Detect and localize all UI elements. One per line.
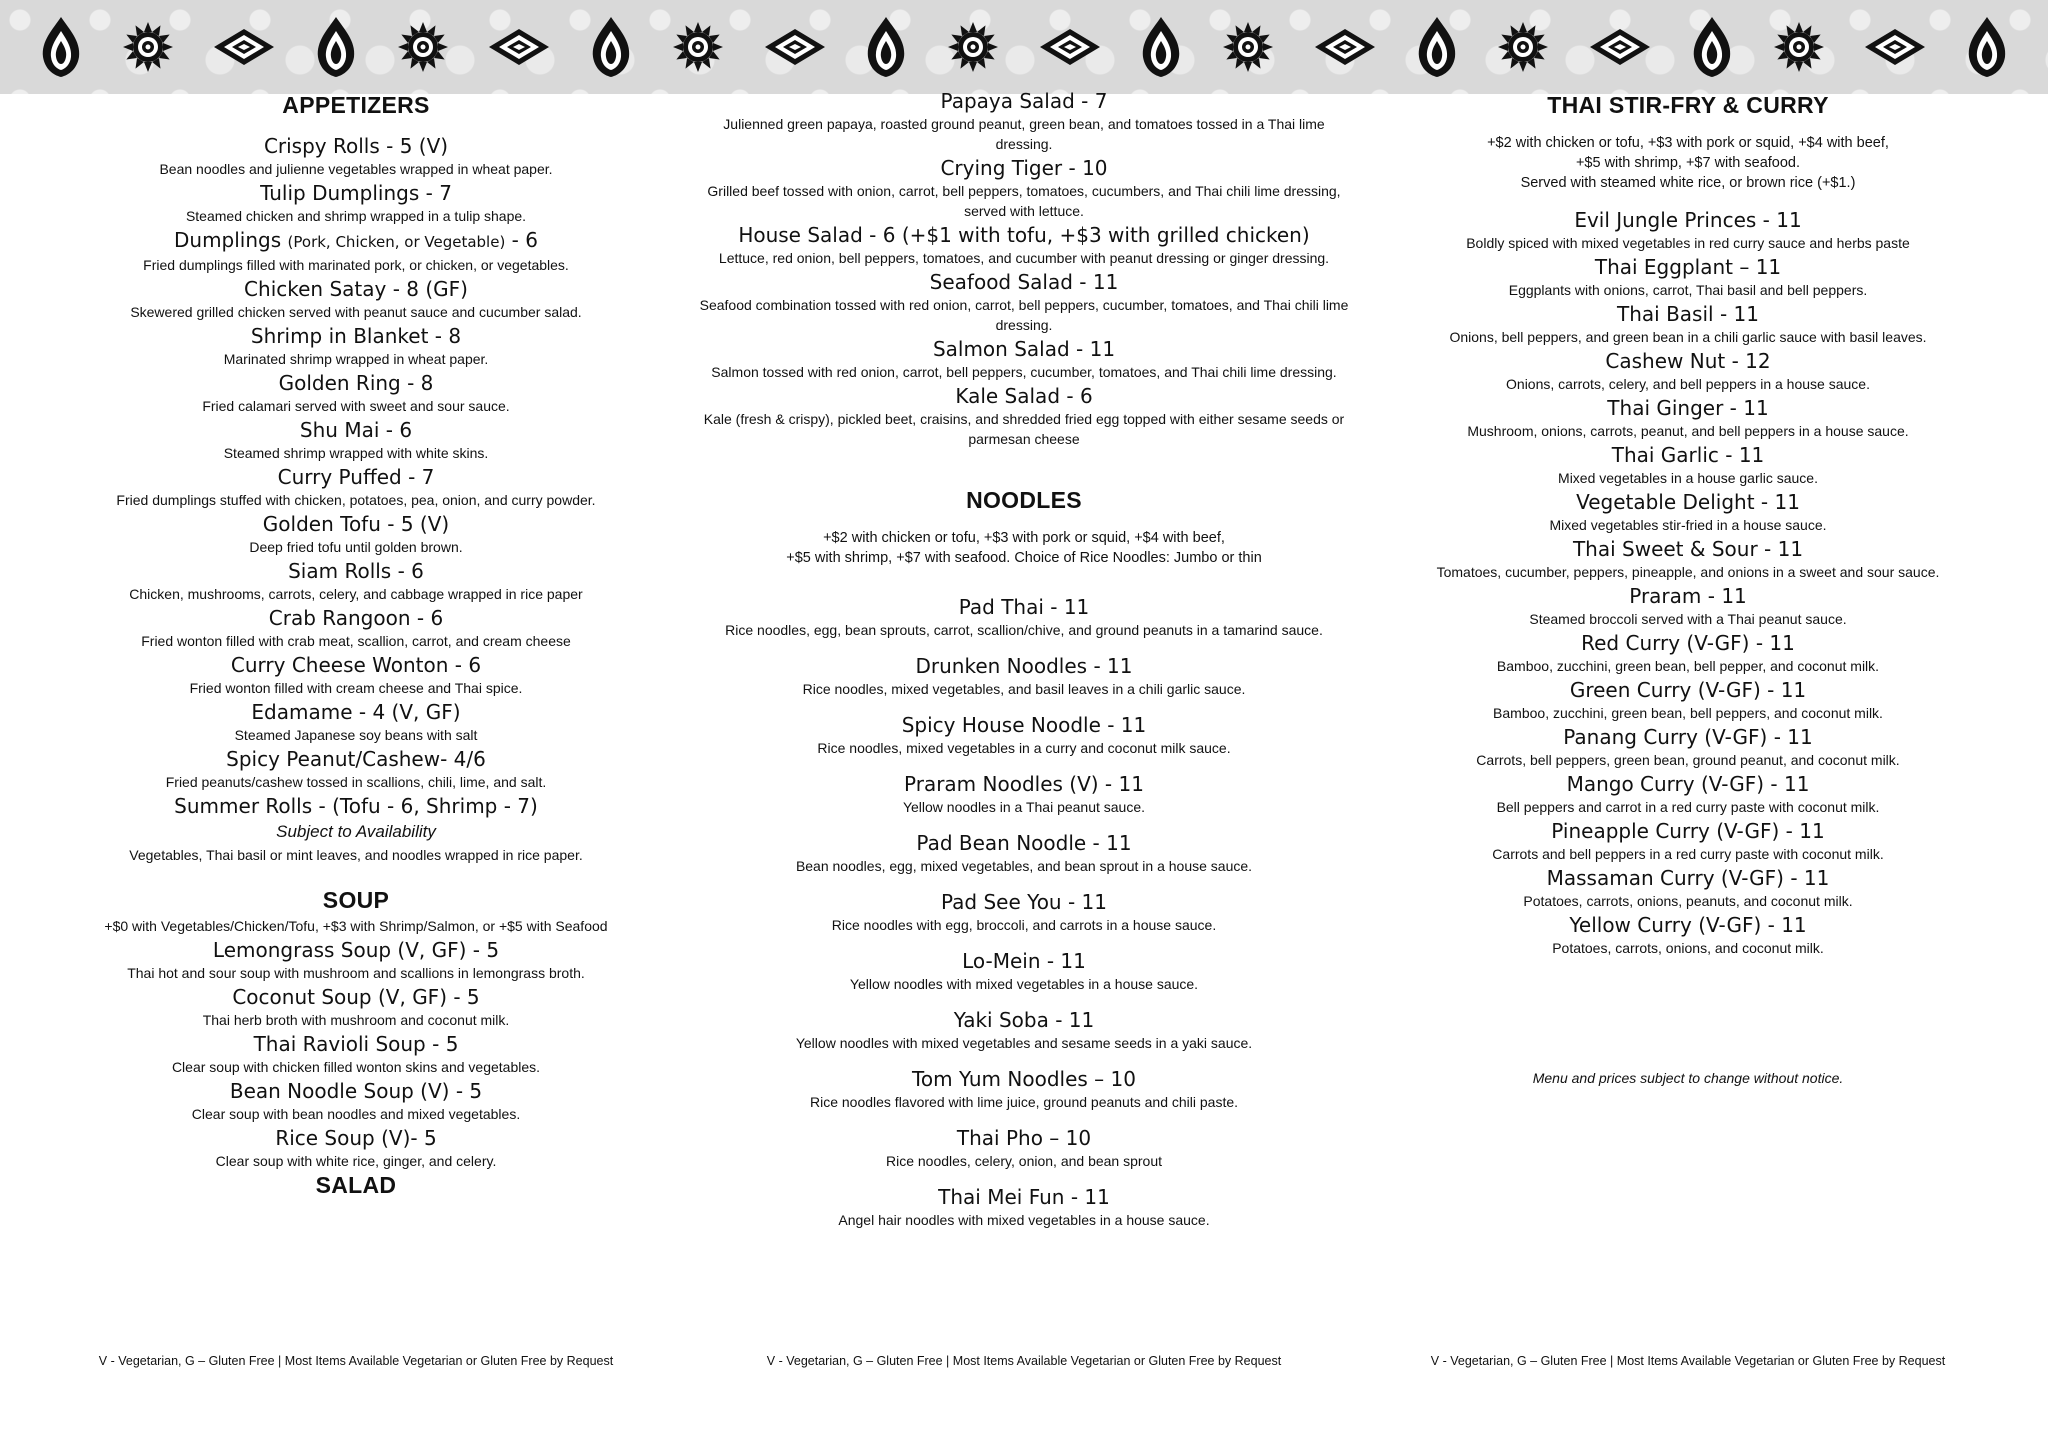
menu-item bbox=[28, 1078, 684, 1124]
menu-item bbox=[28, 323, 684, 369]
menu-item-name: Salmon Salad - 11 bbox=[932, 337, 1116, 361]
menu-item-name: Lemongrass Soup (V, GF) - 5 bbox=[212, 938, 500, 962]
menu-item bbox=[28, 652, 684, 698]
menu-item bbox=[696, 653, 1352, 699]
menu-item bbox=[1360, 489, 2016, 535]
menu-item-description: Boldly spiced with mixed vegetables in red curry sauce and herbs paste bbox=[1466, 235, 1910, 251]
diamond-icon bbox=[1588, 27, 1652, 67]
menu-item-name: Thai Pho – 10 bbox=[956, 1126, 1092, 1150]
menu-item-description: Steamed chicken and shrimp wrapped in a tulip shape. bbox=[185, 208, 527, 224]
footer-legend-right: V - Vegetarian, G – Gluten Free | Most Items Available Vegetarian or Gluten Free by Request bbox=[1430, 1354, 1946, 1368]
menu-item-description: Rice noodles flavored with lime juice, ground peanuts and chili paste. bbox=[809, 1094, 1239, 1110]
menu-item bbox=[1360, 865, 2016, 911]
menu-item-price: - 6 bbox=[511, 228, 538, 252]
diamond-icon bbox=[487, 27, 551, 67]
menu-item-description: Potatoes, carrots, onions, and coconut milk. bbox=[1552, 940, 1824, 956]
medallion-icon bbox=[671, 20, 725, 74]
medallion-icon bbox=[1772, 20, 1826, 74]
menu-item bbox=[28, 370, 684, 416]
menu-item bbox=[1360, 912, 2016, 958]
menu-item bbox=[28, 417, 684, 463]
noodles-pricing-note bbox=[696, 528, 1352, 568]
menu-item bbox=[696, 1007, 1352, 1053]
menu-item bbox=[28, 464, 684, 510]
flame-icon bbox=[1139, 15, 1183, 79]
menu-item bbox=[696, 383, 1352, 449]
menu-item-name: Curry Cheese Wonton - 6 bbox=[230, 653, 482, 677]
menu-item-description: Eggplants with onions, carrot, Thai basil and bell peppers. bbox=[1508, 282, 1868, 298]
menu-item-description: Bean noodles and julienne vegetables wrapped in wheat paper. bbox=[159, 161, 553, 177]
menu-item bbox=[696, 1184, 1352, 1230]
menu-item-name: House Salad - 6 (+$1 with tofu, +$3 with grilled chicken) bbox=[738, 223, 1310, 247]
menu-item bbox=[1360, 395, 2016, 441]
flame-icon bbox=[1415, 15, 1459, 79]
menu-item bbox=[28, 511, 684, 557]
footer-legend-left: V - Vegetarian, G – Gluten Free | Most Items Available Vegetarian or Gluten Free by Request bbox=[98, 1354, 614, 1368]
menu-item-name: Edamame - 4 (V, GF) bbox=[251, 700, 461, 724]
menu-item-name: Thai Garlic - 11 bbox=[1611, 443, 1765, 467]
menu-item-description: Yellow noodles with mixed vegetables in a house sauce. bbox=[849, 976, 1199, 992]
menu-item bbox=[28, 276, 684, 322]
footer-legend-middle: V - Vegetarian, G – Gluten Free | Most Items Available Vegetarian or Gluten Free by Request bbox=[766, 1354, 1282, 1368]
noodles-heading: NOODLES bbox=[966, 487, 1082, 513]
stirfry-curry-heading: THAI STIR-FRY & CURRY bbox=[1547, 92, 1829, 118]
medallion-icon bbox=[396, 20, 450, 74]
menu-item-description: Carrots, bell peppers, green bean, ground peanut, and coconut milk. bbox=[1476, 752, 1900, 768]
menu-item-description: Thai hot and sour soup with mushroom and scallions in lemongrass broth. bbox=[127, 965, 585, 981]
medallion-icon bbox=[1496, 20, 1550, 74]
menu-item-name: Coconut Soup (V, GF) - 5 bbox=[232, 985, 480, 1009]
menu-item bbox=[1360, 677, 2016, 723]
menu-item-description: Bell peppers and carrot in a red curry paste with coconut milk. bbox=[1496, 799, 1880, 815]
menu-item-name: Crab Rangoon - 6 bbox=[268, 606, 444, 630]
noodles-list bbox=[696, 594, 1352, 1230]
menu-item-options: (Pork, Chicken, or Vegetable) bbox=[287, 233, 506, 251]
menu-item-name: Bean Noodle Soup (V) - 5 bbox=[229, 1079, 483, 1103]
menu-item-description: Julienned green papaya, roasted ground peanut, green bean, and tomatoes tossed in a Thai lime dressing. bbox=[723, 116, 1325, 152]
menu-item-name: Golden Tofu - 5 (V) bbox=[262, 512, 450, 536]
salad-heading: SALAD bbox=[315, 1172, 397, 1198]
menu-item-description: Onions, bell peppers, and green bean in a chili garlic sauce with basil leaves. bbox=[1449, 329, 1927, 345]
flame-icon bbox=[589, 15, 633, 79]
menu-item-name: Thai Mei Fun - 11 bbox=[938, 1185, 1110, 1209]
menu-item-description: Kale (fresh & crispy), pickled beet, craisins, and shredded fried egg topped with either sesame seeds or parmesan cheese bbox=[703, 411, 1345, 447]
menu-item-description: Tomatoes, cucumber, peppers, pineapple, and onions in a sweet and sour sauce. bbox=[1436, 564, 1940, 580]
menu-item-name: Shu Mai - 6 bbox=[299, 418, 413, 442]
menu-item-name: Lo-Mein - 11 bbox=[962, 949, 1086, 973]
stirfry-note-line: +$2 with chicken or tofu, +$3 with pork or squid, +$4 with beef, bbox=[1487, 135, 1889, 151]
menu-item-name: Crying Tiger - 10 bbox=[940, 156, 1108, 180]
menu-item bbox=[1360, 207, 2016, 253]
menu-item-description: Rice noodles, mixed vegetables, and basil leaves in a chili garlic sauce. bbox=[802, 681, 1246, 697]
menu-item-description: Steamed shrimp wrapped with white skins. bbox=[223, 445, 489, 461]
menu-item-name: Praram Noodles (V) - 11 bbox=[904, 772, 1144, 796]
menu-item-description: Fried wonton filled with cream cheese and Thai spice. bbox=[189, 680, 523, 696]
menu-item-name: Pad See You - 11 bbox=[941, 890, 1107, 914]
availability-note: Subject to Availability bbox=[276, 822, 436, 841]
menu-item bbox=[1360, 771, 2016, 817]
menu-item bbox=[696, 830, 1352, 876]
menu-item-name: Seafood Salad - 11 bbox=[929, 270, 1119, 294]
menu-item-description: Vegetables, Thai basil or mint leaves, and noodles wrapped in rice paper. bbox=[129, 847, 583, 863]
diamond-icon bbox=[1038, 27, 1102, 67]
menu-item bbox=[696, 1125, 1352, 1171]
menu-item-name: Kale Salad - 6 bbox=[955, 384, 1093, 408]
diamond-icon bbox=[763, 27, 827, 67]
menu-item bbox=[1360, 536, 2016, 582]
menu-item bbox=[696, 222, 1352, 268]
menu-item bbox=[696, 88, 1352, 154]
menu-item-name: Crispy Rolls - 5 (V) bbox=[263, 134, 449, 158]
menu-item bbox=[28, 699, 684, 745]
menu-item-description: Rice noodles with egg, broccoli, and carrots in a house sauce. bbox=[831, 917, 1217, 933]
menu-item-description: Carrots and bell peppers in a red curry paste with coconut milk. bbox=[1492, 846, 1884, 862]
menu-item bbox=[28, 984, 684, 1030]
menu-item bbox=[1360, 630, 2016, 676]
menu-item bbox=[696, 948, 1352, 994]
diamond-icon bbox=[1313, 27, 1377, 67]
menu-item-description: Chicken, mushrooms, carrots, celery, and cabbage wrapped in rice paper bbox=[129, 586, 583, 602]
menu-item bbox=[1360, 254, 2016, 300]
menu-item-description: Fried dumplings stuffed with chicken, potatoes, pea, onion, and curry powder. bbox=[116, 492, 596, 508]
menu-item bbox=[1360, 442, 2016, 488]
menu-item-description: Salmon tossed with red onion, carrot, bell peppers, cucumber, tomatoes, and Thai chili lime dressing. bbox=[711, 364, 1337, 380]
flame-icon bbox=[1690, 15, 1734, 79]
menu-item-name: Siam Rolls - 6 bbox=[288, 559, 424, 583]
menu-item-description: Clear soup with white rice, ginger, and celery. bbox=[215, 1153, 497, 1169]
menu-item-description: Fried dumplings filled with marinated pork, or chicken, or vegetables. bbox=[143, 257, 569, 273]
menu-item-name: Pineapple Curry (V-GF) - 11 bbox=[1551, 819, 1825, 843]
menu-item bbox=[28, 746, 684, 792]
menu-item-description: Rice noodles, celery, onion, and bean sprout bbox=[885, 1153, 1163, 1169]
menu-column-left bbox=[28, 88, 684, 1199]
stirfry-note-line: +$5 with shrimp, +$7 with seafood. bbox=[1575, 155, 1801, 171]
menu-item-description: Angel hair noodles with mixed vegetables in a house sauce. bbox=[838, 1212, 1210, 1228]
menu-item-name: Chicken Satay - 8 (GF) bbox=[244, 277, 468, 301]
menu-item-name: Green Curry (V-GF) - 11 bbox=[1569, 678, 1807, 702]
menu-item bbox=[28, 558, 684, 604]
menu-item-description: Mixed vegetables in a house garlic sauce. bbox=[1558, 470, 1818, 486]
soup-pricing-note: +$0 with Vegetables/Chicken/Tofu, +$3 with Shrimp/Salmon, or +$5 with Seafood bbox=[104, 918, 608, 934]
menu-item-name: Thai Sweet & Sour - 11 bbox=[1572, 537, 1804, 561]
menu-item-description: Lettuce, red onion, bell peppers, tomatoes, and cucumber with peanut dressing or ginger dressing. bbox=[718, 250, 1330, 266]
flame-icon bbox=[1965, 15, 2009, 79]
menu-item bbox=[1360, 724, 2016, 770]
menu-item bbox=[696, 712, 1352, 758]
menu-item-name bbox=[28, 227, 684, 255]
decorative-banner bbox=[0, 0, 2048, 94]
menu-item-description: Potatoes, carrots, onions, peanuts, and coconut milk. bbox=[1523, 893, 1853, 909]
menu-item-name: Pad Bean Noodle - 11 bbox=[916, 831, 1132, 855]
menu-item bbox=[28, 1125, 684, 1171]
menu-item-description: Yellow noodles with mixed vegetables and sesame seeds in a yaki sauce. bbox=[795, 1035, 1253, 1051]
menu-item-name: Cashew Nut - 12 bbox=[1605, 349, 1771, 373]
menu-item bbox=[28, 180, 684, 226]
flame-icon bbox=[39, 15, 83, 79]
menu-item-description: Clear soup with bean noodles and mixed vegetables. bbox=[191, 1106, 521, 1122]
menu-item-name: Tom Yum Noodles – 10 bbox=[912, 1067, 1136, 1091]
noodles-note-line: +$2 with chicken or tofu, +$3 with pork or squid, +$4 with beef, bbox=[823, 530, 1225, 546]
menu-item-name: Red Curry (V-GF) - 11 bbox=[1581, 631, 1795, 655]
menu-item-description: Fried calamari served with sweet and sour sauce. bbox=[202, 398, 510, 414]
disclaimer: Menu and prices subject to change without notice. bbox=[1532, 1070, 1844, 1086]
menu-item-name: Golden Ring - 8 bbox=[278, 371, 434, 395]
menu-item-name: Shrimp in Blanket - 8 bbox=[250, 324, 462, 348]
menu-item-name: Yaki Soba - 11 bbox=[953, 1008, 1095, 1032]
menu-item-name: Pad Thai - 11 bbox=[958, 595, 1090, 619]
appetizers-list bbox=[28, 133, 684, 792]
menu-item-name: Thai Ravioli Soup - 5 bbox=[253, 1032, 459, 1056]
menu-item-name: Curry Puffed - 7 bbox=[277, 465, 435, 489]
menu-item bbox=[696, 1066, 1352, 1112]
menu-item-description: Thai herb broth with mushroom and coconut milk. bbox=[202, 1012, 510, 1028]
menu-item bbox=[28, 133, 684, 179]
menu-item bbox=[696, 594, 1352, 640]
menu-item-name: Massaman Curry (V-GF) - 11 bbox=[1546, 866, 1830, 890]
menu-item-description: Rice noodles, mixed vegetables in a curry and coconut milk sauce. bbox=[817, 740, 1231, 756]
menu-item bbox=[28, 605, 684, 651]
menu-item bbox=[696, 889, 1352, 935]
menu-item-name: Summer Rolls - (Tofu - 6, Shrimp - 7) bbox=[174, 794, 538, 818]
menu-item-name: Panang Curry (V-GF) - 11 bbox=[1563, 725, 1813, 749]
medallion-icon bbox=[1221, 20, 1275, 74]
menu-column-middle bbox=[696, 88, 1352, 1243]
menu-item-description: Bamboo, zucchini, green bean, bell peppers, and coconut milk. bbox=[1493, 705, 1883, 721]
flame-icon bbox=[864, 15, 908, 79]
menu-item-name: Evil Jungle Princes - 11 bbox=[1574, 208, 1802, 232]
soup-heading: SOUP bbox=[322, 887, 390, 913]
menu-item bbox=[28, 793, 684, 865]
menu-item-description: Mushroom, onions, carrots, peanut, and bell peppers in a house sauce. bbox=[1467, 423, 1909, 439]
menu-item-description: Steamed broccoli served with a Thai peanut sauce. bbox=[1529, 611, 1847, 627]
menu-item bbox=[696, 336, 1352, 382]
menu-item-name: Spicy House Noodle - 11 bbox=[901, 713, 1147, 737]
menu-item-description: Seafood combination tossed with red onion, carrot, bell peppers, cucumber, tomatoes, and Thai chili lime dressing. bbox=[699, 297, 1349, 333]
menu-item-name: Drunken Noodles - 11 bbox=[915, 654, 1133, 678]
menu-item-description: Deep fried tofu until golden brown. bbox=[249, 539, 463, 555]
menu-column-right bbox=[1360, 88, 2016, 1086]
menu-item-description: Steamed Japanese soy beans with salt bbox=[234, 727, 478, 743]
stirfry-list bbox=[1360, 207, 2016, 958]
menu-item-description: Fried wonton filled with crab meat, scallion, carrot, and cream cheese bbox=[141, 633, 571, 649]
stirfry-note-line: Served with steamed white rice, or brown rice (+$1.) bbox=[1520, 175, 1856, 191]
menu-item-description: Fried peanuts/cashew tossed in scallions, chili, lime, and salt. bbox=[165, 774, 547, 790]
menu-item-description: Marinated shrimp wrapped in wheat paper. bbox=[223, 351, 489, 367]
stirfry-pricing-note bbox=[1360, 133, 2016, 193]
menu-item bbox=[1360, 583, 2016, 629]
menu-item-name: Papaya Salad - 7 bbox=[940, 89, 1108, 113]
menu-item bbox=[28, 227, 684, 275]
menu-item-description: Bamboo, zucchini, green bean, bell pepper, and coconut milk. bbox=[1496, 658, 1880, 674]
menu-item-description: Skewered grilled chicken served with peanut sauce and cucumber salad. bbox=[130, 304, 582, 320]
menu-item-description: Yellow noodles in a Thai peanut sauce. bbox=[902, 799, 1146, 815]
medallion-icon bbox=[946, 20, 1000, 74]
menu-item bbox=[1360, 301, 2016, 347]
menu-item-name: Praram - 11 bbox=[1629, 584, 1747, 608]
menu-item-description: Mixed vegetables stir-fried in a house sauce. bbox=[1549, 517, 1827, 533]
menu-item-name: Thai Basil - 11 bbox=[1617, 302, 1759, 326]
menu-item-name: Yellow Curry (V-GF) - 11 bbox=[1569, 913, 1807, 937]
menu-item bbox=[28, 937, 684, 983]
diamond-icon bbox=[1863, 27, 1927, 67]
menu-item-name: Spicy Peanut/Cashew- 4/6 bbox=[226, 747, 486, 771]
diamond-icon bbox=[212, 27, 276, 67]
flame-icon bbox=[314, 15, 358, 79]
menu-item-name: Tulip Dumplings - 7 bbox=[260, 181, 452, 205]
menu-item bbox=[696, 155, 1352, 221]
menu-item-description: Clear soup with chicken filled wonton skins and vegetables. bbox=[171, 1059, 541, 1075]
menu-item bbox=[696, 269, 1352, 335]
menu-item-description: Rice noodles, egg, bean sprouts, carrot, scallion/chive, and ground peanuts in a tamarind sauce. bbox=[725, 622, 1323, 638]
menu-item-name: Vegetable Delight - 11 bbox=[1576, 490, 1800, 514]
appetizers-heading: APPETIZERS bbox=[282, 92, 430, 118]
menu-item-name: Thai Ginger - 11 bbox=[1607, 396, 1769, 420]
menu-item-name: Rice Soup (V)- 5 bbox=[275, 1126, 437, 1150]
menu-item bbox=[28, 1031, 684, 1077]
menu-item-description: Grilled beef tossed with onion, carrot, bell peppers, tomatoes, cucumbers, and Thai chili lime dressing, served with lettuce. bbox=[707, 183, 1341, 219]
menu-item bbox=[1360, 818, 2016, 864]
noodles-note-line: +$5 with shrimp, +$7 with seafood. Choice of Rice Noodles: Jumbo or thin bbox=[786, 550, 1262, 566]
medallion-icon bbox=[121, 20, 175, 74]
menu-item-description: Bean noodles, egg, mixed vegetables, and bean sprout in a house sauce. bbox=[795, 858, 1253, 874]
menu-item-description: Onions, carrots, celery, and bell peppers in a house sauce. bbox=[1506, 376, 1870, 392]
salad-list bbox=[696, 88, 1352, 449]
menu-item-name-text: Dumplings bbox=[174, 228, 282, 252]
menu-item-name: Thai Eggplant – 11 bbox=[1594, 255, 1782, 279]
menu-item bbox=[696, 771, 1352, 817]
menu-item-name: Mango Curry (V-GF) - 11 bbox=[1566, 772, 1810, 796]
menu-item bbox=[1360, 348, 2016, 394]
soup-list bbox=[28, 937, 684, 1171]
